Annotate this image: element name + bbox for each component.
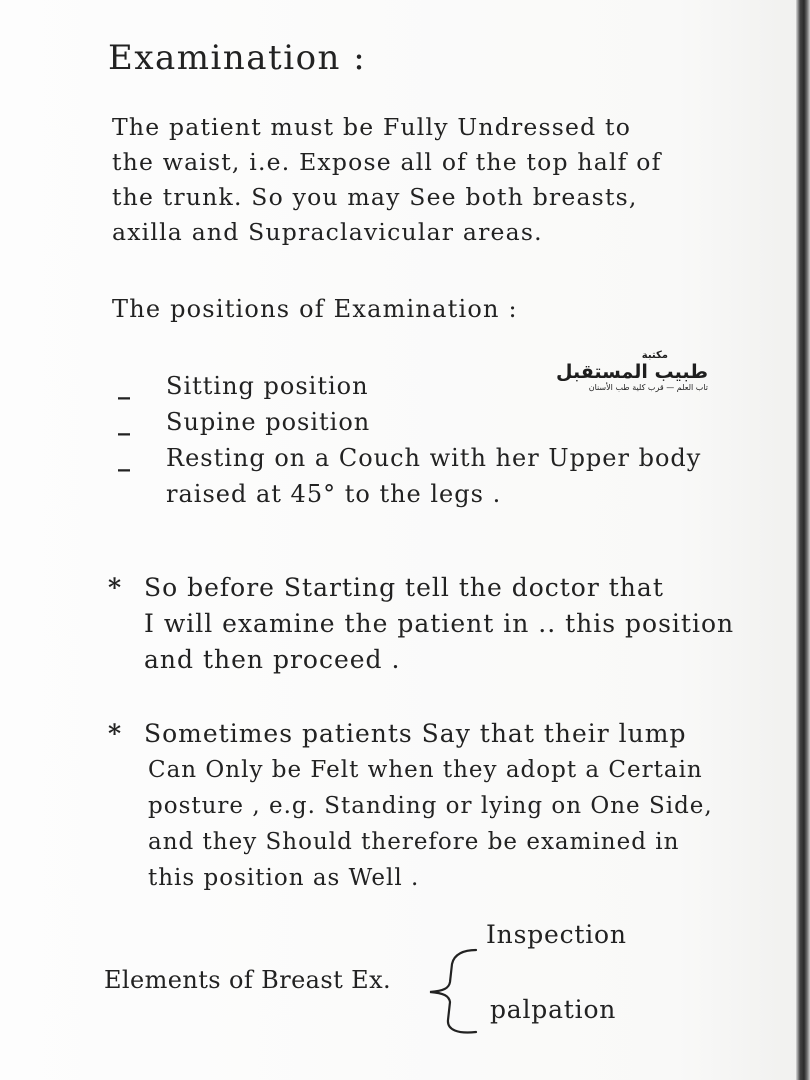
position-text: Supine position [166, 408, 371, 436]
note-line: and then proceed . [144, 645, 401, 674]
intro-line: the waist, i.e. Expose all of the top half of [112, 148, 662, 176]
asterisk-marker: * [108, 573, 123, 602]
element-inspection: Inspection [486, 920, 627, 949]
note-line: So before Starting tell the doctor that [144, 573, 664, 602]
asterisk-marker: * [108, 719, 123, 748]
stamp-line: تاب العلم — قرب كلية طب الأسنان [588, 383, 708, 392]
list-item [118, 404, 701, 440]
intro-line: axilla and Supraclavicular areas. [112, 218, 543, 246]
note-line: and they Should therefore be examined in [148, 829, 680, 855]
notebook-binding [796, 0, 810, 1080]
position-text: Resting on a Couch with her Upper body [166, 444, 702, 472]
position-continuation: raised at 45° to the legs . [166, 480, 502, 508]
note-starting [108, 570, 734, 678]
note-posture [108, 716, 713, 896]
note-line: Sometimes patients Say that their lump [144, 719, 687, 748]
note-line: posture , e.g. Standing or lying on One Side, [148, 793, 713, 819]
stamp-line: طبيب المستقبل [556, 361, 708, 383]
element-palpation: palpation [490, 995, 617, 1024]
dash-bullet: _ [118, 407, 131, 436]
dash-bullet: _ [118, 371, 131, 400]
note-line: I will examine the patient in .. this position [144, 609, 735, 638]
note-line: this position as Well . [148, 865, 420, 891]
intro-line: the trunk. So you may See both breasts, [112, 183, 638, 211]
library-stamp [528, 350, 708, 392]
position-text: Sitting position [166, 372, 369, 400]
dash-bullet: _ [118, 443, 131, 472]
stamp-line: مكتبة [641, 350, 668, 361]
page-title: Examination : [108, 38, 367, 78]
list-item [118, 440, 701, 476]
intro-line: The patient must be Fully Undressed to [112, 113, 632, 141]
positions-heading: The positions of Examination : [112, 295, 518, 323]
intro-paragraph [112, 110, 661, 250]
curly-brace [424, 946, 484, 1036]
elements-label: Elements of Breast Ex. [104, 966, 392, 994]
note-line: Can Only be Felt when they adopt a Certain [148, 757, 703, 783]
